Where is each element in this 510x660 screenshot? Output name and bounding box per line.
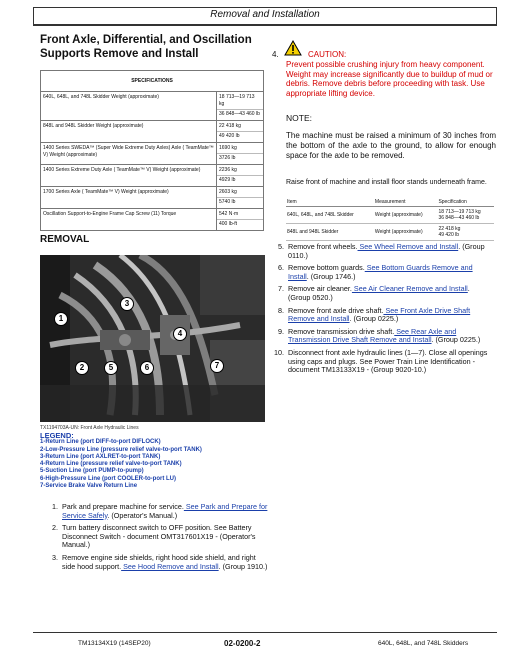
spec-label: Oscillation Support-to-Engine Frame Cap Screw (11) Torque (41, 209, 217, 231)
step-number: 10. (274, 347, 284, 357)
callout-6: 6 (140, 361, 154, 375)
measurement-cell: 18 713—19 713 kg 36 848—43 460 lb (437, 207, 494, 224)
step-reference: . (Group 0225.) (431, 335, 481, 345)
measurement-cell: 640L, 648L, and 748L Skidder (286, 207, 374, 224)
cross-reference-link[interactable]: See Wheel Remove and Install (357, 242, 459, 251)
specifications-table (40, 70, 264, 231)
spec-value: 2236 kg (219, 167, 237, 173)
callout-2: 2 (75, 361, 89, 375)
spec-value: 400 lb-ft (217, 219, 263, 228)
right-step-list (272, 243, 494, 379)
step-number: 6. (278, 263, 284, 273)
column-header-item: Item (286, 198, 374, 207)
spec-value: 22 418 kg (219, 123, 241, 129)
photo-illustration (40, 255, 265, 422)
left-step-list (46, 503, 268, 575)
procedure-step (272, 307, 494, 324)
cross-reference-link[interactable]: See Front Axle Drive Shaft Remove and Install (288, 305, 471, 324)
step-number: 3. (52, 552, 58, 562)
callout-7: 7 (210, 359, 224, 373)
measurement-cell: 848L and 948L Skidder (286, 224, 374, 241)
callout-5: 5 (104, 361, 118, 375)
footer-page-number: 02-0200-2 (224, 639, 261, 648)
spec-label: 1700 Series Axle ( TeamMate™ V) Weight (approximate) (41, 187, 217, 209)
spec-value: 2603 kg (219, 189, 237, 195)
warning-triangle-icon (284, 40, 302, 56)
cross-reference-link[interactable]: See Bottom Guards Remove and Install (288, 263, 473, 281)
spec-value: 49 420 lb (217, 131, 263, 140)
spec-values (217, 92, 264, 121)
spec-values (217, 187, 264, 209)
measurement-row (286, 224, 494, 241)
removal-heading: REMOVAL (40, 234, 90, 245)
legend-item: 2-Low-Pressure Line (pressure relief valve-to-port TANK) (40, 446, 202, 453)
legend-item: 7-Service Brake Valve Return Line (40, 483, 138, 490)
step-text: Remove front axle drive shaft. (288, 305, 384, 315)
spec-values (217, 143, 264, 165)
footer-model: 640L, 648L, and 748L Skidders (378, 640, 469, 647)
measurement-row (286, 207, 494, 224)
step-reference: . (Operator's Manual.) (107, 510, 178, 520)
procedure-step (46, 503, 268, 520)
step-text: Disconnect front axle hydraulic lines (1—7). Close all openings using caps and plugs. See Power Train Line Identification - document TM13133X19 - (Group 9020-10.) (288, 347, 488, 375)
spec-label: 1400 Series SWEDA™ (Super Wide Extreme Duty Axles) Axle ( TeamMate™ V) Weight (approximate) (41, 143, 217, 165)
step-text: Remove bottom guards. (288, 263, 365, 273)
spec-label: 848L and 948L Skidder Weight (approximate) (41, 121, 217, 143)
spec-values (217, 165, 264, 187)
header-rule (33, 25, 497, 26)
procedure-step (272, 349, 494, 375)
cross-reference-link[interactable]: See Park and Prepare for Service Safely (62, 502, 268, 520)
figure-caption: TX1194703A-UN: Front Axle Hydraulic Lines (40, 425, 139, 431)
step-reference: . (Group 0520.) (288, 284, 470, 302)
step-text: Park and prepare machine for service. (62, 502, 184, 511)
step-text: Remove air cleaner. (288, 284, 352, 294)
step-number: 7. (278, 284, 284, 294)
note-label: NOTE: (286, 113, 312, 123)
step-number: 1. (52, 502, 58, 511)
step-number: 5. (278, 242, 284, 251)
callout-3: 3 (120, 297, 134, 311)
step-text: Remove transmission drive shaft. (288, 326, 395, 336)
step-number: 2. (52, 523, 58, 533)
legend-item: 3-Return Line (port AXLRET-to-port TANK) (40, 453, 161, 460)
procedure-step (46, 524, 268, 550)
caution-label: CAUTION: (308, 50, 347, 59)
spec-values (217, 209, 264, 231)
column-header-measurement: Measurement (374, 198, 438, 207)
callout-4: 4 (173, 327, 187, 341)
step-reference: . (Group 0225.) (349, 314, 399, 324)
legend-item: 5-Suction Line (port PUMP-to-pump) (40, 468, 144, 475)
legend-heading: LEGEND: (40, 431, 74, 440)
measurement-table (286, 198, 494, 241)
measurement-cell: 22 418 kg 49 420 lb (437, 224, 494, 241)
spec-values (217, 121, 264, 143)
measurement-cell: Weight (approximate) (374, 224, 438, 241)
spec-row (41, 209, 264, 231)
spec-row (41, 143, 264, 165)
spec-row (41, 187, 264, 209)
step-text: Turn battery disconnect switch to OFF position. See Battery Disconnect Switch - document OMT317601X19 - (Operator's Manual.) (62, 523, 256, 550)
spec-label: 1400 Series Extreme Duty Axle ( TeamMate™ V) Weight (approximate) (41, 165, 217, 187)
cross-reference-link[interactable]: See Rear Axle and Transmission Drive Shaft Remove and Install (288, 326, 457, 345)
cross-reference-link[interactable]: See Hood Remove and Install (121, 561, 219, 571)
step-reference: . (Group 0110.) (288, 242, 485, 260)
spec-value: 542 N·m (219, 211, 239, 217)
legend-item: 1-Return Line (port DIFF-to-port DIFLOCK) (40, 439, 161, 446)
header-title: Removal and Installation (210, 9, 320, 20)
procedure-step (46, 554, 268, 571)
specifications-heading: SPECIFICATIONS (41, 71, 264, 92)
step-text: Remove front wheels. (288, 242, 358, 251)
procedure-step (272, 243, 494, 260)
spec-value: 36 848—43 460 lb (217, 109, 263, 118)
callout-1: 1 (54, 312, 68, 326)
footer-rule (33, 632, 497, 633)
spec-value: 5740 lb (217, 197, 263, 206)
spec-value: 18 713—19 713 kg (219, 94, 255, 107)
footer-doc-id: TM13134X19 (14SEP20) (78, 640, 151, 647)
note-text: The machine must be raised a minimum of 30 inches from the bottom of the axle to the ground, to allow for enough space for the axle to be removed. (286, 131, 496, 160)
step-number: 9. (278, 326, 284, 336)
legend-item: 6-High-Pressure Line (port COOLER-to-port LU) (40, 475, 176, 482)
section-title: Front Axle, Differential, and Oscillation Supports Remove and Install (40, 34, 252, 60)
cross-reference-link[interactable]: See Air Cleaner Remove and Install (351, 284, 468, 294)
spec-row (41, 92, 264, 121)
spec-value: 3726 lb (217, 153, 263, 162)
axle-hydraulic-lines-photo (40, 255, 265, 422)
spec-row (41, 121, 264, 143)
procedure-step (272, 264, 494, 281)
step-reference: . (Group 1746.) (306, 271, 356, 281)
step-reference: . (Group 1910.) (218, 561, 268, 571)
procedure-step (272, 285, 494, 302)
legend-item: 4-Return Line (pressure relief valve-to-port TANK) (40, 461, 182, 468)
procedure-step (272, 328, 494, 345)
spec-label: 640L, 648L, and 748L Skidder Weight (approximate) (41, 92, 217, 121)
column-header-specification: Specification (437, 198, 494, 207)
step-text: Remove engine side shields, right hood side shield, and right side hood support. (62, 552, 256, 571)
spec-value: 1690 kg (219, 145, 237, 151)
step-number: 8. (278, 305, 284, 315)
raise-instruction: Raise front of machine and install floor stands underneath frame. (286, 179, 487, 186)
spec-row (41, 165, 264, 187)
spec-value: 4929 lb (217, 175, 263, 184)
measurement-cell: Weight (approximate) (374, 207, 438, 224)
caution-text: Prevent possible crushing injury from heavy component. Weight may increase significantly due to buildup of mud or debris. Remove debris before proceeding with task. Use appropriate lifting device. (286, 60, 493, 98)
page-header (33, 7, 497, 25)
legend (40, 432, 270, 490)
caution-step-number: 4. (272, 50, 279, 59)
